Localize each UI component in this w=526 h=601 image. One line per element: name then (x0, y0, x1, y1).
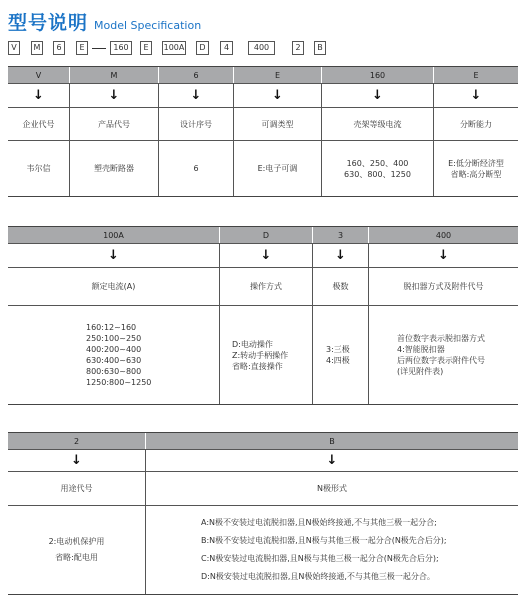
table3-label-row (8, 471, 518, 505)
table2-label: 脱扣器方式及附件代号 (403, 282, 484, 291)
table2-label: 极数 (313, 268, 369, 305)
table1-header: M (70, 67, 159, 83)
table2-header: 100A (8, 227, 220, 243)
code-box-e: E (76, 41, 88, 55)
model-code-line (8, 41, 326, 55)
table1-arrow-row (8, 83, 518, 107)
table1-header: 6 (159, 67, 234, 83)
table1-label: 设计序号 (159, 108, 234, 140)
table2-header: D (220, 227, 313, 243)
table1-label-row (8, 107, 518, 140)
title-zh: 型号说明 (8, 12, 89, 34)
table3-value: A:N极不安装过电流脱扣器,且N极始终接通,不与其他三极一起分合; B:N极不安装过电流脱扣器,且N极与其他三极一起分合(N极先合后分); C:N极安装过电流脱扣器,且N极与其他三极一起分合(N极先合后分); D:N极安装过电流脱扣器,且N极始终接通,不与其他三极一起分合。 (201, 518, 447, 581)
spec-table-1 (8, 66, 518, 197)
code-box-e2: E (140, 41, 152, 55)
code-box-m: M (31, 41, 43, 55)
table1-value: 塑壳断路器 (70, 141, 159, 196)
table2-arrow-row (8, 243, 518, 267)
table3-header: 2 (8, 433, 146, 449)
code-box-b: B (314, 41, 326, 55)
down-arrow-icon: ↓ (33, 88, 44, 103)
down-arrow-icon: ↓ (335, 248, 346, 263)
down-arrow-icon: ↓ (470, 88, 482, 103)
down-arrow-icon: ↓ (272, 88, 283, 103)
table3-label: 用途代号 (8, 472, 146, 505)
table3-value: 2:电动机保护用 省略:配电用 (8, 506, 146, 594)
table1-label: 企业代号 (8, 108, 70, 140)
table1-value: 韦尔信 (8, 141, 70, 196)
table1-value-row (8, 140, 518, 197)
table2-label: 操作方式 (220, 268, 313, 305)
table1-label: 分断能力 (460, 119, 492, 129)
table2-header: 400 (435, 230, 452, 240)
down-arrow-icon: ↓ (326, 453, 338, 468)
code-box-4: 4 (220, 41, 233, 55)
table3-header-row (8, 432, 518, 449)
table1-value: 6 (159, 141, 234, 196)
table3-value-row (8, 505, 518, 595)
table1-header: E (473, 70, 479, 80)
down-arrow-icon: ↓ (108, 88, 120, 103)
title-en: Model Specification (94, 19, 202, 32)
code-box-d: D (196, 41, 209, 55)
table2-value: 首位数字表示脱扣器方式 4:智能脱扣器 后两位数字表示附件代号 (详见附件表) (397, 334, 485, 376)
spec-table-3 (8, 432, 518, 595)
code-dash (92, 48, 106, 49)
table1-value: E:电子可调 (234, 141, 322, 196)
code-box-100a: 100A (162, 41, 186, 55)
code-box-v: V (8, 41, 20, 55)
down-arrow-icon: ↓ (372, 88, 383, 103)
table1-header: E (234, 67, 322, 83)
table1-label: 产品代号 (70, 108, 159, 140)
table2-value: D:电动操作 Z:转动手柄操作 省略:直接操作 (220, 306, 313, 404)
table1-header: V (8, 67, 70, 83)
table1-header: 160 (322, 67, 434, 83)
table2-value: 3:三极 4:四极 (313, 306, 369, 404)
down-arrow-icon: ↓ (260, 248, 272, 263)
down-arrow-icon: ↓ (190, 88, 202, 103)
table1-header-row (8, 66, 518, 83)
table2-label-row (8, 267, 518, 305)
table1-value: E:低分断经济型 省略:高分断型 (448, 158, 504, 179)
code-box-6: 6 (53, 41, 65, 55)
table2-header-row (8, 226, 518, 243)
down-arrow-icon: ↓ (71, 453, 82, 468)
table2-header: 3 (313, 227, 369, 243)
code-box-2: 2 (292, 41, 304, 55)
table2-label: 额定电流(A) (8, 268, 220, 305)
table1-label: 壳架等级电流 (322, 108, 434, 140)
down-arrow-icon: ↓ (108, 248, 119, 263)
table1-label: 可调类型 (234, 108, 322, 140)
spec-table-2 (8, 226, 518, 405)
down-arrow-icon: ↓ (438, 248, 449, 263)
table1-value: 160、250、400 630、800、1250 (322, 141, 434, 196)
page-title (8, 8, 201, 34)
table3-label: N极形式 (317, 484, 347, 493)
table2-value-row (8, 305, 518, 405)
code-box-400: 400 (248, 41, 275, 55)
code-box-160: 160 (110, 41, 132, 55)
table3-arrow-row (8, 449, 518, 471)
table2-value: 160:12~160 250:100~250 400:200~400 630:400~630 800:630~800 1250:800~1250 (8, 306, 220, 404)
table3-header: B (329, 436, 335, 446)
